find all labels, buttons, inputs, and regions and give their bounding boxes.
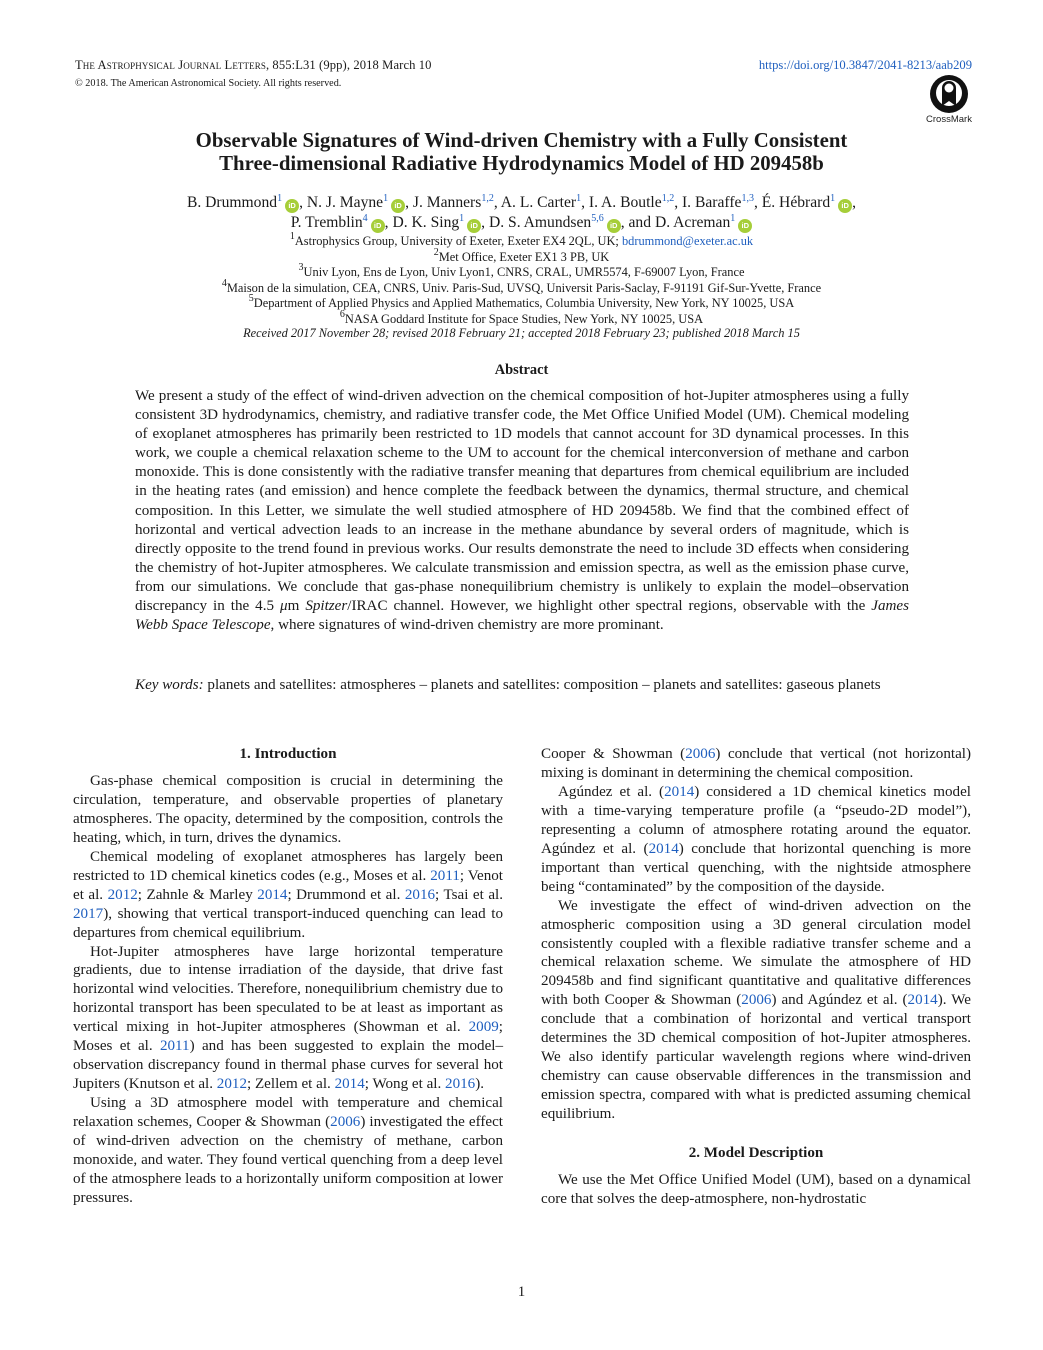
- citation-link[interactable]: 2014: [664, 783, 695, 800]
- citation-link[interactable]: 2012: [107, 886, 138, 903]
- citation-link[interactable]: 2014: [907, 992, 938, 1009]
- affiliation-marker[interactable]: 1,3: [741, 193, 754, 204]
- orcid-icon[interactable]: iD: [285, 199, 299, 213]
- affiliation-marker[interactable]: 1: [277, 193, 283, 204]
- author-name: D. K. Sing: [392, 214, 460, 231]
- affiliation-text: Met Office, Exeter EX1 3 PB, UK: [438, 249, 610, 264]
- right-column: [541, 745, 971, 1209]
- affiliation-marker[interactable]: 1: [459, 213, 465, 224]
- author-name: P. Tremblin: [290, 214, 363, 231]
- citation-link[interactable]: 2009: [468, 1019, 499, 1036]
- journal-name: The Astrophysical Journal Letters: [75, 58, 266, 72]
- citation-link[interactable]: 2014: [648, 840, 679, 857]
- citation-link[interactable]: 2014: [334, 1076, 365, 1093]
- citation-details: , 855:L31 (9pp), 2018 March 10: [265, 58, 432, 72]
- affiliation-marker[interactable]: 1: [830, 193, 836, 204]
- jwst-name: James Webb Space Telescope: [135, 598, 910, 634]
- orcid-icon[interactable]: iD: [391, 199, 405, 213]
- author-name: I. Baraffe: [681, 194, 742, 211]
- author-separator: , and: [620, 214, 655, 231]
- affiliation-number: 4: [221, 277, 227, 289]
- micron-unit: m: [287, 598, 306, 615]
- intro-paragraph-5: Agúndez et al. (2014) considered a 1D chemical kinetics model with a time-varying temperature profile (a “pseudo-2D model”), representing a column of atmosphere rotating around the equator. Agúndez et al. (2014) conclude that horizontal quenching is more important than vertical quenching, with the nightside atmosphere being “contaminated” by the composition of the dayside.: [541, 783, 971, 895]
- affiliation-marker[interactable]: 1: [576, 193, 582, 204]
- orcid-icon[interactable]: iD: [467, 219, 481, 233]
- author-separator: ,: [852, 194, 857, 211]
- author-name: B. Drummond: [186, 194, 278, 211]
- affiliation-text: Department of Applied Physics and Applied Mathematics, Columbia University, New York, NY 10025, USA: [253, 296, 795, 311]
- left-column: [73, 745, 503, 1208]
- affiliation-line: [100, 231, 943, 250]
- abstract-part-2: /IRAC channel. However, we highlight other spectral regions, observable with the: [347, 598, 872, 615]
- author-separator: ,: [405, 194, 413, 211]
- keywords-text: planets and satellites: atmospheres – planets and satellites: composition – planets and satellites: gaseous planets: [203, 677, 881, 693]
- citation-link[interactable]: 2017: [73, 905, 104, 922]
- affiliation-line: [100, 277, 943, 297]
- citation-link[interactable]: 2016: [445, 1076, 476, 1093]
- intro-paragraph-1: Gas-phase chemical composition is crucial in determining the circulation, temperature, and observable properties of planetary atmospheres. The opacity, determined by the composition, controls the heating, which, in turn, drives the dynamics.: [73, 772, 503, 846]
- author-name: D. S. Amundsen: [488, 214, 592, 231]
- affiliation-text: Univ Lyon, Ens de Lyon, Univ Lyon1, CNRS, CRAL, UMR5574, F-69007 Lyon, France: [303, 265, 745, 280]
- doi-link[interactable]: https://doi.org/10.3847/2041-8213/aab209: [758, 58, 972, 72]
- citation-link[interactable]: 2006: [741, 992, 772, 1009]
- citation-link[interactable]: 2012: [216, 1076, 247, 1093]
- email-link[interactable]: bdrummond@exeter.ac.uk: [621, 234, 754, 248]
- author-name: J. Manners: [412, 194, 482, 211]
- intro-paragraph-3: Hot-Jupiter atmospheres have large horizontal temperature gradients, due to intense irradiation of the dayside, that drive fast horizontal wind velocities. Therefore, nonequilibrium chemistry due to horizontal transport has been speculated to be at least as important as vertical mixing in hot-Jupiter atmospheres (Showman et al. 2009; Moses et al. 2011) and has been suggested to explain the model–observation discrepancy found in thermal phase curves for several hot Jupiters (Knutson et al. 2012; Zellem et al. 2014; Wong et al. 2016).: [73, 943, 504, 1093]
- keywords-label: Key words:: [135, 677, 204, 693]
- author-name: N. J. Mayne: [306, 194, 384, 211]
- abstract-part-3: , where signatures of wind-driven chemistry are more prominant.: [270, 617, 664, 634]
- affiliation-marker[interactable]: 1,2: [481, 193, 494, 204]
- title-line-1: Observable Signatures of Wind-driven Chemistry with a Fully Consistent: [195, 129, 848, 152]
- affiliation-marker[interactable]: 1: [730, 213, 736, 224]
- crossmark-icon: [929, 74, 969, 114]
- orcid-icon[interactable]: iD: [371, 219, 385, 233]
- affiliation-text: NASA Goddard Institute for Space Studies, New York, NY 10025, USA: [344, 311, 704, 326]
- mu-symbol: μ: [280, 598, 288, 615]
- affiliation-marker[interactable]: 5,6: [591, 213, 604, 224]
- citation-link[interactable]: 2006: [330, 1114, 361, 1131]
- intro-paragraph-4: Using a 3D atmosphere model with temperature and chemical relaxation schemes, Cooper & Showman (2006) investigated the effect of wind-driven advection on the chemistry of methane, carbon monoxide, and water. They found vertical quenching from a deep level of the atmosphere leads to a horizontally uniform composition at lower pressures.: [73, 1095, 503, 1206]
- affiliation-number: 1: [289, 231, 295, 242]
- citation-link[interactable]: 2011: [430, 867, 460, 884]
- author-list: [100, 193, 943, 233]
- citation-link[interactable]: 2006: [685, 746, 716, 762]
- author-separator: ,: [384, 214, 393, 231]
- orcid-icon[interactable]: iD: [738, 219, 752, 233]
- crossmark-label: CrossMark: [926, 114, 972, 125]
- affiliation-number: 3: [298, 262, 304, 274]
- paper-title: [100, 129, 943, 175]
- author-separator: ,: [493, 194, 501, 211]
- affiliation-text: Astrophysics Group, University of Exeter, Exeter EX4 2QL, UK;: [294, 234, 622, 248]
- publication-dates: Received 2017 November 28; revised 2018 February 21; accepted 2018 February 23; published 2018 March 15: [243, 326, 800, 340]
- crossmark-badge[interactable]: [921, 74, 977, 134]
- model-paragraph-1: We use the Met Office Unified Model (UM), based on a dynamical core that solves the deep-atmosphere, non-hydrostatic: [541, 1172, 971, 1207]
- affiliation-line: [100, 246, 943, 266]
- affiliation-marker[interactable]: 1,2: [661, 193, 675, 204]
- author-name: A. L. Carter: [500, 194, 577, 211]
- affiliation-line: [100, 293, 943, 312]
- citation-link[interactable]: 2011: [159, 1038, 190, 1055]
- affiliation-number: 2: [433, 246, 439, 258]
- journal-citation: [75, 58, 432, 73]
- affiliation-text: Maison de la simulation, CEA, CNRS, Univ. Paris-Sud, UVSQ, Universit Paris-Saclay, F-91191 Gif-Sur-Yvette, France: [226, 280, 822, 295]
- affiliation-number: 5: [248, 293, 254, 305]
- intro-paragraph-2: Chemical modeling of exoplanet atmospheres has largely been restricted to 1D chemical kinetics codes (e.g., Moses et al. 2011; Venot et al. 2012; Zahnle & Marley 2014; Drummond et al. 2016; Tsai et al. 2017), showing that vertical transport-induced quenching can lead to departures from chemical equilibrium.: [73, 848, 503, 941]
- keywords: [135, 676, 909, 695]
- author-separator: ,: [299, 194, 307, 211]
- author-name: D. Acreman: [654, 214, 731, 231]
- author-name: I. A. Boutle: [588, 194, 662, 211]
- abstract-part-1: We present a study of the effect of wind-driven advection on the chemical composition of hot-Jupiter atmospheres using a fully consistent 3D hydrodynamics, chemistry, and radiative transfer code, the Met Office Unified Model (UM). Chemical modeling of exoplanet atmospheres has primarily been restricted to 1D models that cannot account for 3D dynamical processes. In this work, we couple a chemical relaxation scheme to the UM to account for the chemical interconversion of methane and carbon monoxide. This is done consistently with the radiative transfer meaning that departures from chemical equilibrium are included in the heating rates (and emission) and hence complete the feedback between the dynamics, thermal structure, and chemical composition. In this Letter, we simulate the well studied atmosphere of HD 209458b. We find that the combined effect of horizontal and vertical advection leads to an increase in the methane abundance by several orders of magnitude, which is directly opposite to the trend found in previous works. Our results demonstrate the need to include 3D effects when considering the chemistry of hot-Jupiter atmospheres. We calculate transmission and emission spectra, as well as the emission phase curve, from our simulations. We conclude that gas-phase nonequilibrium chemistry is unlikely to explain the model–observation discrepancy in the 4.5: [135, 388, 909, 615]
- abstract-heading: Abstract: [494, 362, 549, 378]
- affiliation-marker[interactable]: 4: [362, 213, 368, 224]
- affiliation-number: 6: [339, 308, 345, 320]
- spitzer-name: Spitzer: [305, 598, 348, 615]
- intro-paragraph-4-continued: Cooper & Showman (2006) conclude that vertical (not horizontal) mixing is dominant in determining the chemical composition.: [541, 746, 971, 781]
- title-line-2: Three-dimensional Radiative Hydrodynamics Model of HD 209458b: [219, 152, 824, 175]
- intro-paragraph-6: We investigate the effect of wind-driven advection on the atmospheric composition using a 3D general circulation model consistently coupled with a flexible radiative transfer scheme and a chemical relaxation scheme. We simulate the atmosphere of HD 209458b and find significant quantitative and qualitative differences with both Cooper & Showman (2006) and Agúndez et al. (2014). We conclude that a combination of horizontal and vertical transport determines the 3D chemical composition of hot-Jupiter atmospheres. We also identify particular wavelength regions where wind-driven chemistry can cause observable differences in the transmission and emission spectra, compared with what is predicted assuming chemical equilibrium.: [541, 897, 971, 1123]
- copyright-notice: © 2018. The American Astronomical Society. All rights reserved.: [75, 78, 342, 89]
- affiliation-marker[interactable]: 1: [383, 193, 389, 204]
- model-description-heading: 2. Model Description: [688, 1145, 824, 1162]
- introduction-heading: 1. Introduction: [239, 746, 337, 762]
- affiliation-list: [100, 231, 943, 328]
- abstract-text: [135, 387, 909, 635]
- author-separator: ,: [581, 194, 589, 211]
- orcid-icon[interactable]: iD: [838, 199, 852, 213]
- author-separator: ,: [481, 214, 489, 231]
- author-name: É. Hébrard: [761, 194, 831, 211]
- author-separator: ,: [753, 194, 762, 211]
- page-number: 1: [517, 1284, 526, 1300]
- citation-link[interactable]: 2016: [404, 886, 436, 903]
- orcid-icon[interactable]: iD: [607, 219, 621, 233]
- author-separator: ,: [674, 194, 682, 211]
- citation-link[interactable]: 2014: [257, 886, 288, 903]
